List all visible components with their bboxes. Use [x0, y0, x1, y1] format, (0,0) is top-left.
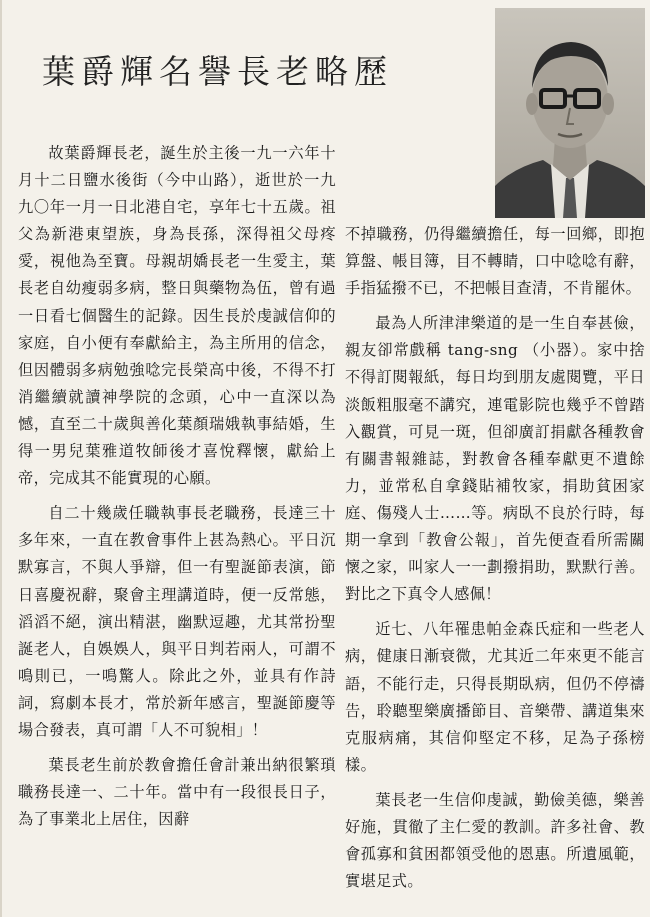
- paragraph-treasurer-continued: 不掉職務，仍得繼續擔任，每一回鄉，即抱算盤、帳目簿，目不轉睛，口中唸唸有辭，手指猛撥不已，不把帳目查清，不肯罷休。: [345, 225, 645, 298]
- paragraph-legacy: 葉長老一生信仰虔誠，勤儉美德，樂善好施，貫徹了主仁愛的教訓。許多社會、教會孤寡和貧困都領受他的恩惠。所遺風範，實堪足式。: [345, 790, 645, 891]
- paragraph-frugality: 最為人所津津樂道的是一生自奉甚儉，親友卻常戲稱 tang-sng （小器）。家中捨不得訂閱報紙，每日均到朋友處閱覽，平日淡飯粗服毫不講究，連電影院也幾乎不曾踏入觀賞，可見一斑，但卻廣訂捐獻各種教會有關書報雜誌，對教會各種奉獻更不遺餘力，並常私自拿錢貼補牧家，捐助貧困家庭、傷殘人士……等。病臥不良於行時，每期一拿到「教會公報」，首先便查看所需關懷之家，叫家人一一劃撥捐助，默默行善。對比之下真令人感佩！: [345, 314, 645, 604]
- article-body-left-column: [18, 140, 336, 833]
- paragraph-church-service: 自二十幾歲任職執事長老職務，長達三十多年來，一直在教會事件上甚為熱心。平日沉默寡言，不與人爭辯，但一有聖誕節表演，節日喜慶祝辭，聚會主理講道時，便一反常態，滔滔不絕，演出精湛，幽默逗趣，尤其常扮聖誕老人，自娛娛人，與平日判若兩人，可謂不鳴則已，一鳴驚人。除此之外，並具有作詩詞，寫劇本長才，常於新年感言，聖誕節慶等場合發表，真可謂「人不可貌相」！: [18, 504, 336, 739]
- paragraph-biography-intro: 故葉爵輝長老，誕生於主後一九一六年十月十二日鹽水後街（今中山路），逝世於一九九〇年一月一日北港自宅，享年七十五歲。祖父為新港東望族，身為長孫，深得祖父母疼愛，視他為至寶。母親胡嬌長老一生愛主，葉長老自幼瘦弱多病，整日與藥物為伍，曾有過一日看七個醫生的記錄。因生長於虔誠信仰的家庭，自小便有奉獻給主，為主所用的信念，但因體弱多病勉強唸完長榮高中後，不得不打消繼續就讀神學院的念頭，心中一直深以為憾，直至二十歲與善化葉顏瑞娥執事結婚，生得一男兒葉雅道牧師後才喜悅釋懷，獻給上帝，完成其不能實現的心願。: [18, 144, 336, 488]
- paragraph-illness: 近七、八年罹患帕金森氏症和一些老人病，健康日漸衰微，尤其近二年來更不能言語，不能行走，只得長期臥病，但仍不停禱告，聆聽聖樂廣播節目、音樂帶、講道集來克服病痛，其信仰堅定不移，足為子孫榜樣。: [345, 620, 645, 774]
- paragraph-treasurer: 葉長老生前於教會擔任會計兼出納很繁瑣職務長達一、二十年。當中有一段很長日子，為了事業北上居住，因辭: [18, 756, 336, 829]
- portrait-illustration: [495, 8, 645, 218]
- article-body-right-column: [345, 221, 645, 895]
- portrait-photo: [495, 8, 645, 218]
- article-title: 葉爵輝名譽長老略歷: [42, 52, 393, 91]
